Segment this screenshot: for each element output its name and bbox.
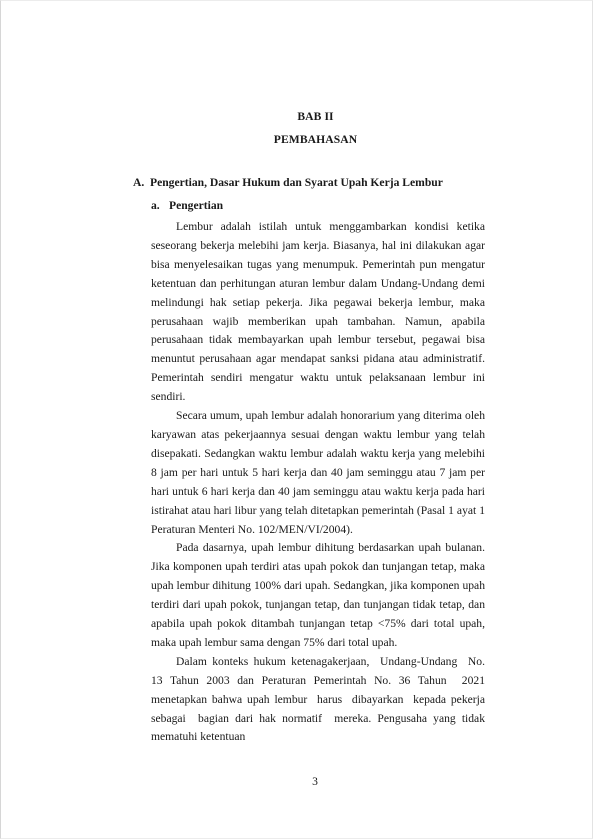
- paragraph: Secara umum, upah lembur adalah honorarium yang diterima oleh karyawan atas pekerjaannya sesuai dengan waktu lembur yang telah disepakati. Sedangkan waktu lembur adalah waktu kerja yang melebihi 8 jam per hari untuk 5 hari kerja dan 40 jam seminggu atau 7 jam per hari untuk 6 hari kerja dan 40 jam seminggu atau waktu kerja pada hari istirahat atau hari libur yang telah ditetapkan pemerintah (Pasal 1 ayat 1 Peraturan Menteri No. 102/MEN/VI/2004).: [151, 409, 488, 536]
- paragraph: Dalam konteks hukum ketenagakerjaan, Undang-Undang No. 13 Tahun 2003 dan Peraturan Pemerintah No. 36 Tahun 2021 menetapkan bahwa upah lembur harus dibayarkan kepada pekerja sebagai bagian dari hak normatif mereka. Pengusaha yang tidak mematuhi ketentuan: [151, 654, 491, 744]
- section-title: Pengertian, Dasar Hukum dan Syarat Upah Kerja Lembur: [150, 176, 443, 189]
- subsection-heading: [151, 199, 223, 212]
- paragraph: Pada dasarnya, upah lembur dihitung berdasarkan upah bulanan. Jika komponen upah terdiri atas upah pokok dan tunjangan tetap, maka upah lembur dihitung 100% dari upah. Sedangkan, jika komponen upah terdiri dari upah pokok, tunjangan tetap, dan tunjangan tidak tetap, dan apabila upah pokok ditambah tunjangan tetap <75% dari total upah, maka upah lembur sama dengan 75% dari total upah.: [151, 541, 488, 649]
- section-marker: A.: [133, 176, 145, 189]
- subsection-title: Pengertian: [169, 199, 224, 212]
- paragraph: Lembur adalah istilah untuk menggambarkan kondisi ketika seseorang bekerja melebihi jam kerja. Biasanya, hal ini dilakukan agar bisa menyelesaikan tugas yang menumpuk. Pemerintah pun mengatur ketentuan dan perhitungan aturan lembur dalam Undang-Undang demi melindungi hak setiap pekerja. Jika pegawai bekerja lembur, maka perusahaan wajib memberikan upah tambahan. Namun, apabila perusahaan tidak membayarkan upah lembur tersebut, pegawai bisa menuntut perusahaan agar mendapat sanksi pidana atau administratif. Pemerintah sendiri mengatur waktu untuk pelaksanaan lembur ini sendiri.: [151, 220, 488, 404]
- page-number: 3: [312, 775, 318, 788]
- chapter-number: BAB II: [297, 110, 334, 123]
- chapter-title: PEMBAHASAN: [273, 133, 358, 146]
- subsection-marker: a.: [151, 199, 160, 212]
- body-text: [151, 218, 491, 747]
- section-heading: [133, 176, 493, 189]
